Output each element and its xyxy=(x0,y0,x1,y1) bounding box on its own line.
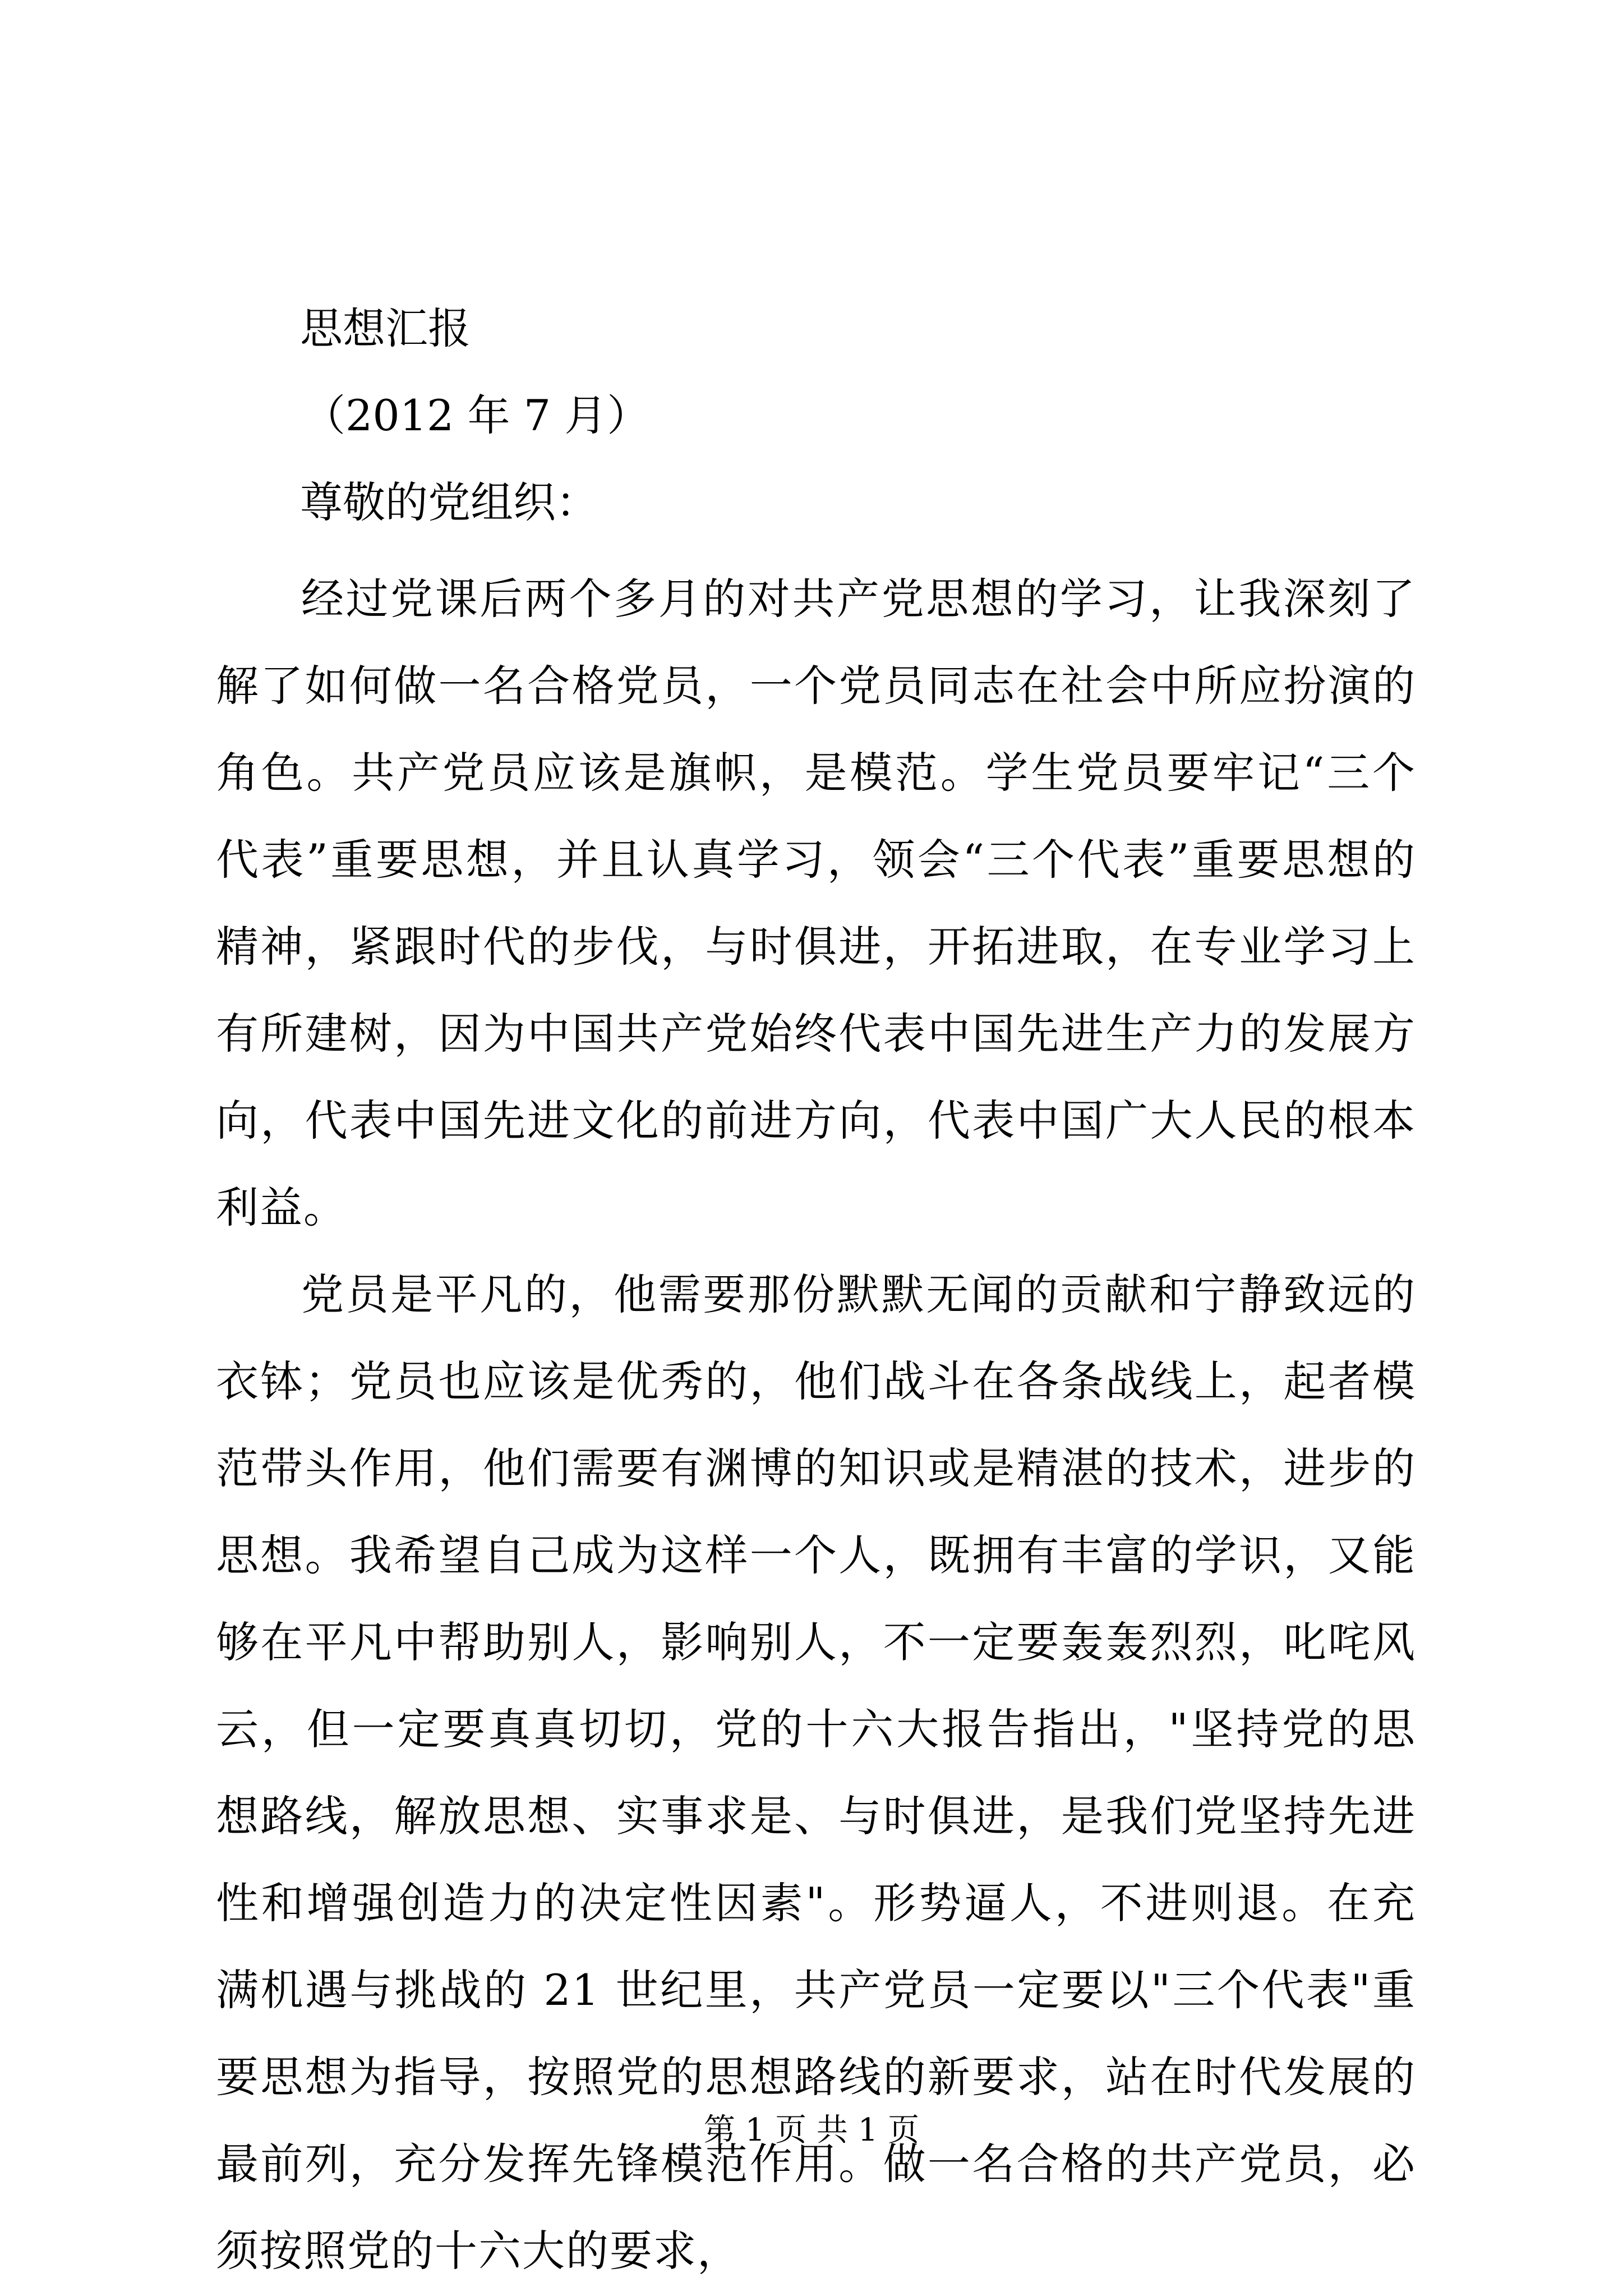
salutation: 尊敬的党组织： xyxy=(300,477,598,527)
document-body xyxy=(216,555,1416,2294)
paragraph: 经过党课后两个多月的对共产党思想的学习，让我深刻了解了如何做一名合格党员，一个党员同志在社会中所应扮演的角色。共产党员应该是旗帜，是模范。学生党员要牢记“三个代表”重要思想，并且认真学习，领会“三个代表”重要思想的精神，紧跟时代的步伐，与时俱进，开拓进取，在专业学习上有所建树，因为中国共产党始终代表中国先进生产力的发展方向，代表中国先进文化的前进方向，代表中国广大人民的根本利益。 xyxy=(216,574,1416,1232)
document-date: （2012 年 7 月） xyxy=(303,390,650,440)
paragraph: 党员是平凡的，他需要那份默默无闻的贡献和宁静致远的衣钵；党员也应该是优秀的，他们战斗在各条战线上，起者模范带头作用，他们需要有渊博的知识或是精湛的技术，进步的思想。我希望自己成为这样一个人，既拥有丰富的学识，又能够在平凡中帮助别人，影响别人，不一定要轰轰烈烈，叱咤风云，但一定要真真切切，党的十六大报告指出，"坚持党的思想路线，解放思想、实事求是、与时俱进，是我们党坚持先进性和增强创造力的决定性因素"。形势逼人，不进则退。在充满机遇与挑战的 21 世纪里，共产党员一定要以"三个代表"重要思想为指导，按照党的思想路线的新要求，站在时代发展的最前列，充分发挥先锋模范作用。做一名合格的共产党员，必须按照党的十六大的要求， xyxy=(216,1269,1416,2276)
document-title: 思想汇报 xyxy=(300,303,471,353)
page-number-footer: 第 1 页 共 1 页 xyxy=(703,2112,920,2148)
